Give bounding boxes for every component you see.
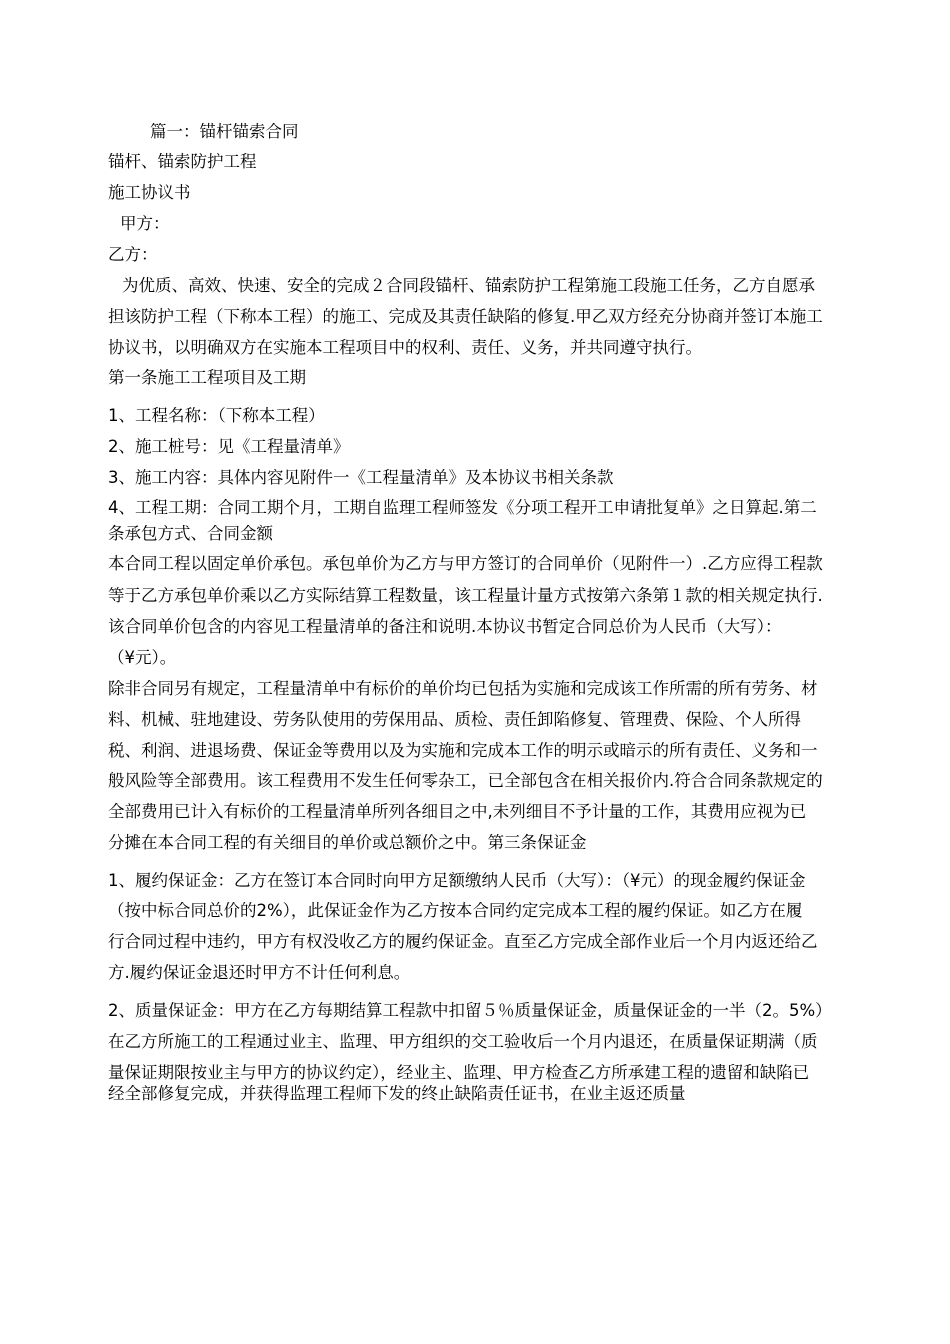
paragraph-line: 经全部修复完成，并获得监理工程师下发的终止缺陷责任证书，在业主返还质量: [108, 1084, 686, 1103]
paragraph-intro-line: 担该防护工程（下称本工程）的施工、完成及其责任缺陷的修复.甲乙双方经充分协商并签订本施工: [108, 307, 823, 326]
paragraph-line: 1、履约保证金：乙方在签订本合同时向甲方足额缴纳人民币（大写）：（¥元）的现金履约保证金: [108, 871, 806, 890]
paragraph-line: （¥元）。: [108, 648, 177, 667]
paragraph-line: 般风险等全部费用。该工程费用不发生任何零杂工，已全部包含在相关报价内.符合合同条款规定的: [108, 771, 823, 790]
paragraph-line: 2、质量保证金：甲方在乙方每期结算工程款中扣留５％质量保证金，质量保证金的一半（2。5%）: [108, 1001, 832, 1020]
paragraph-line: 本合同工程以固定单价承包。承包单价为乙方与甲方签订的合同单价（见附件一）.乙方应得工程款: [108, 554, 823, 573]
paragraph-line: 除非合同另有规定，工程量清单中有标价的单价均已包括为实施和完成该工作所需的所有劳务、材: [108, 679, 818, 698]
line-party-a: 甲方：: [120, 214, 170, 233]
paragraph-line: 分摊在本合同工程的有关细目的单价或总额价之中。第三条保证金: [108, 833, 587, 852]
document-title: 篇一：锚杆锚索合同: [150, 122, 299, 141]
item-line: 条承包方式、合同金额: [108, 524, 273, 543]
line-party-b: 乙方：: [108, 245, 158, 264]
paragraph-intro-line: 协议书，以明确双方在实施本工程项目中的权利、责任、义务，并共同遵守执行。: [108, 338, 702, 357]
item-line: 2、施工桩号：见《工程量清单》: [108, 437, 350, 456]
paragraph-line: 税、利润、进退场费、保证金等费用以及为实施和完成本工作的明示或暗示的所有责任、义务和一: [108, 741, 818, 760]
paragraph-line: 料、机械、驻地建设、劳务队使用的劳保用品、质检、责任卸陷修复、管理费、保险、个人所得: [108, 710, 801, 729]
paragraph-intro-line: 为优质、高效、快速、安全的完成２合同段锚杆、锚索防护工程第施工段施工任务，乙方自愿承: [122, 276, 815, 295]
paragraph-line: 方.履约保证金退还时甲方不计任何利息。: [108, 963, 411, 982]
paragraph-line: 在乙方所施工的工程通过业主、监理、甲方组织的交工验收后一个月内退还，在质量保证期满（质: [108, 1032, 818, 1051]
paragraph-line: 行合同过程中违约，甲方有权没收乙方的履约保证金。直至乙方完成全部作业后一个月内返还给乙: [108, 932, 818, 951]
paragraph-line: （按中标合同总价的2%），此保证金作为乙方按本合同约定完成本工程的履约保证。如乙方在履: [108, 901, 803, 920]
item-line: 3、施工内容：具体内容见附件一《工程量清单》及本协议书相关条款: [108, 468, 614, 487]
paragraph-line: 量保证期限按业主与甲方的协议约定），经业主、监理、甲方检查乙方所承建工程的遗留和缺陷已: [108, 1063, 810, 1082]
paragraph-line: 全部费用已计入有标价的工程量清单所列各细目之中,未列细目不予计量的工作，其费用应视为已: [108, 802, 807, 821]
section-heading-1: 第一条施工工程项目及工期: [108, 368, 306, 387]
paragraph-line: 等于乙方承包单价乘以乙方实际结算工程数量，该工程量计量方式按第六条第１款的相关规定执行.: [108, 586, 823, 605]
line-agreement-title: 施工协议书: [108, 183, 191, 202]
line-project-name: 锚杆、锚索防护工程: [108, 152, 257, 171]
paragraph-line: 该合同单价包含的内容见工程量清单的备注和说明.本协议书暂定合同总价为人民币（大写）：: [108, 617, 782, 636]
item-line: 4、工程工期：合同工期个月，工期自监理工程师签发《分项工程开工申请批复单》之日算起.第二: [108, 498, 817, 517]
item-line: 1、工程名称：（下称本工程）: [108, 406, 325, 425]
